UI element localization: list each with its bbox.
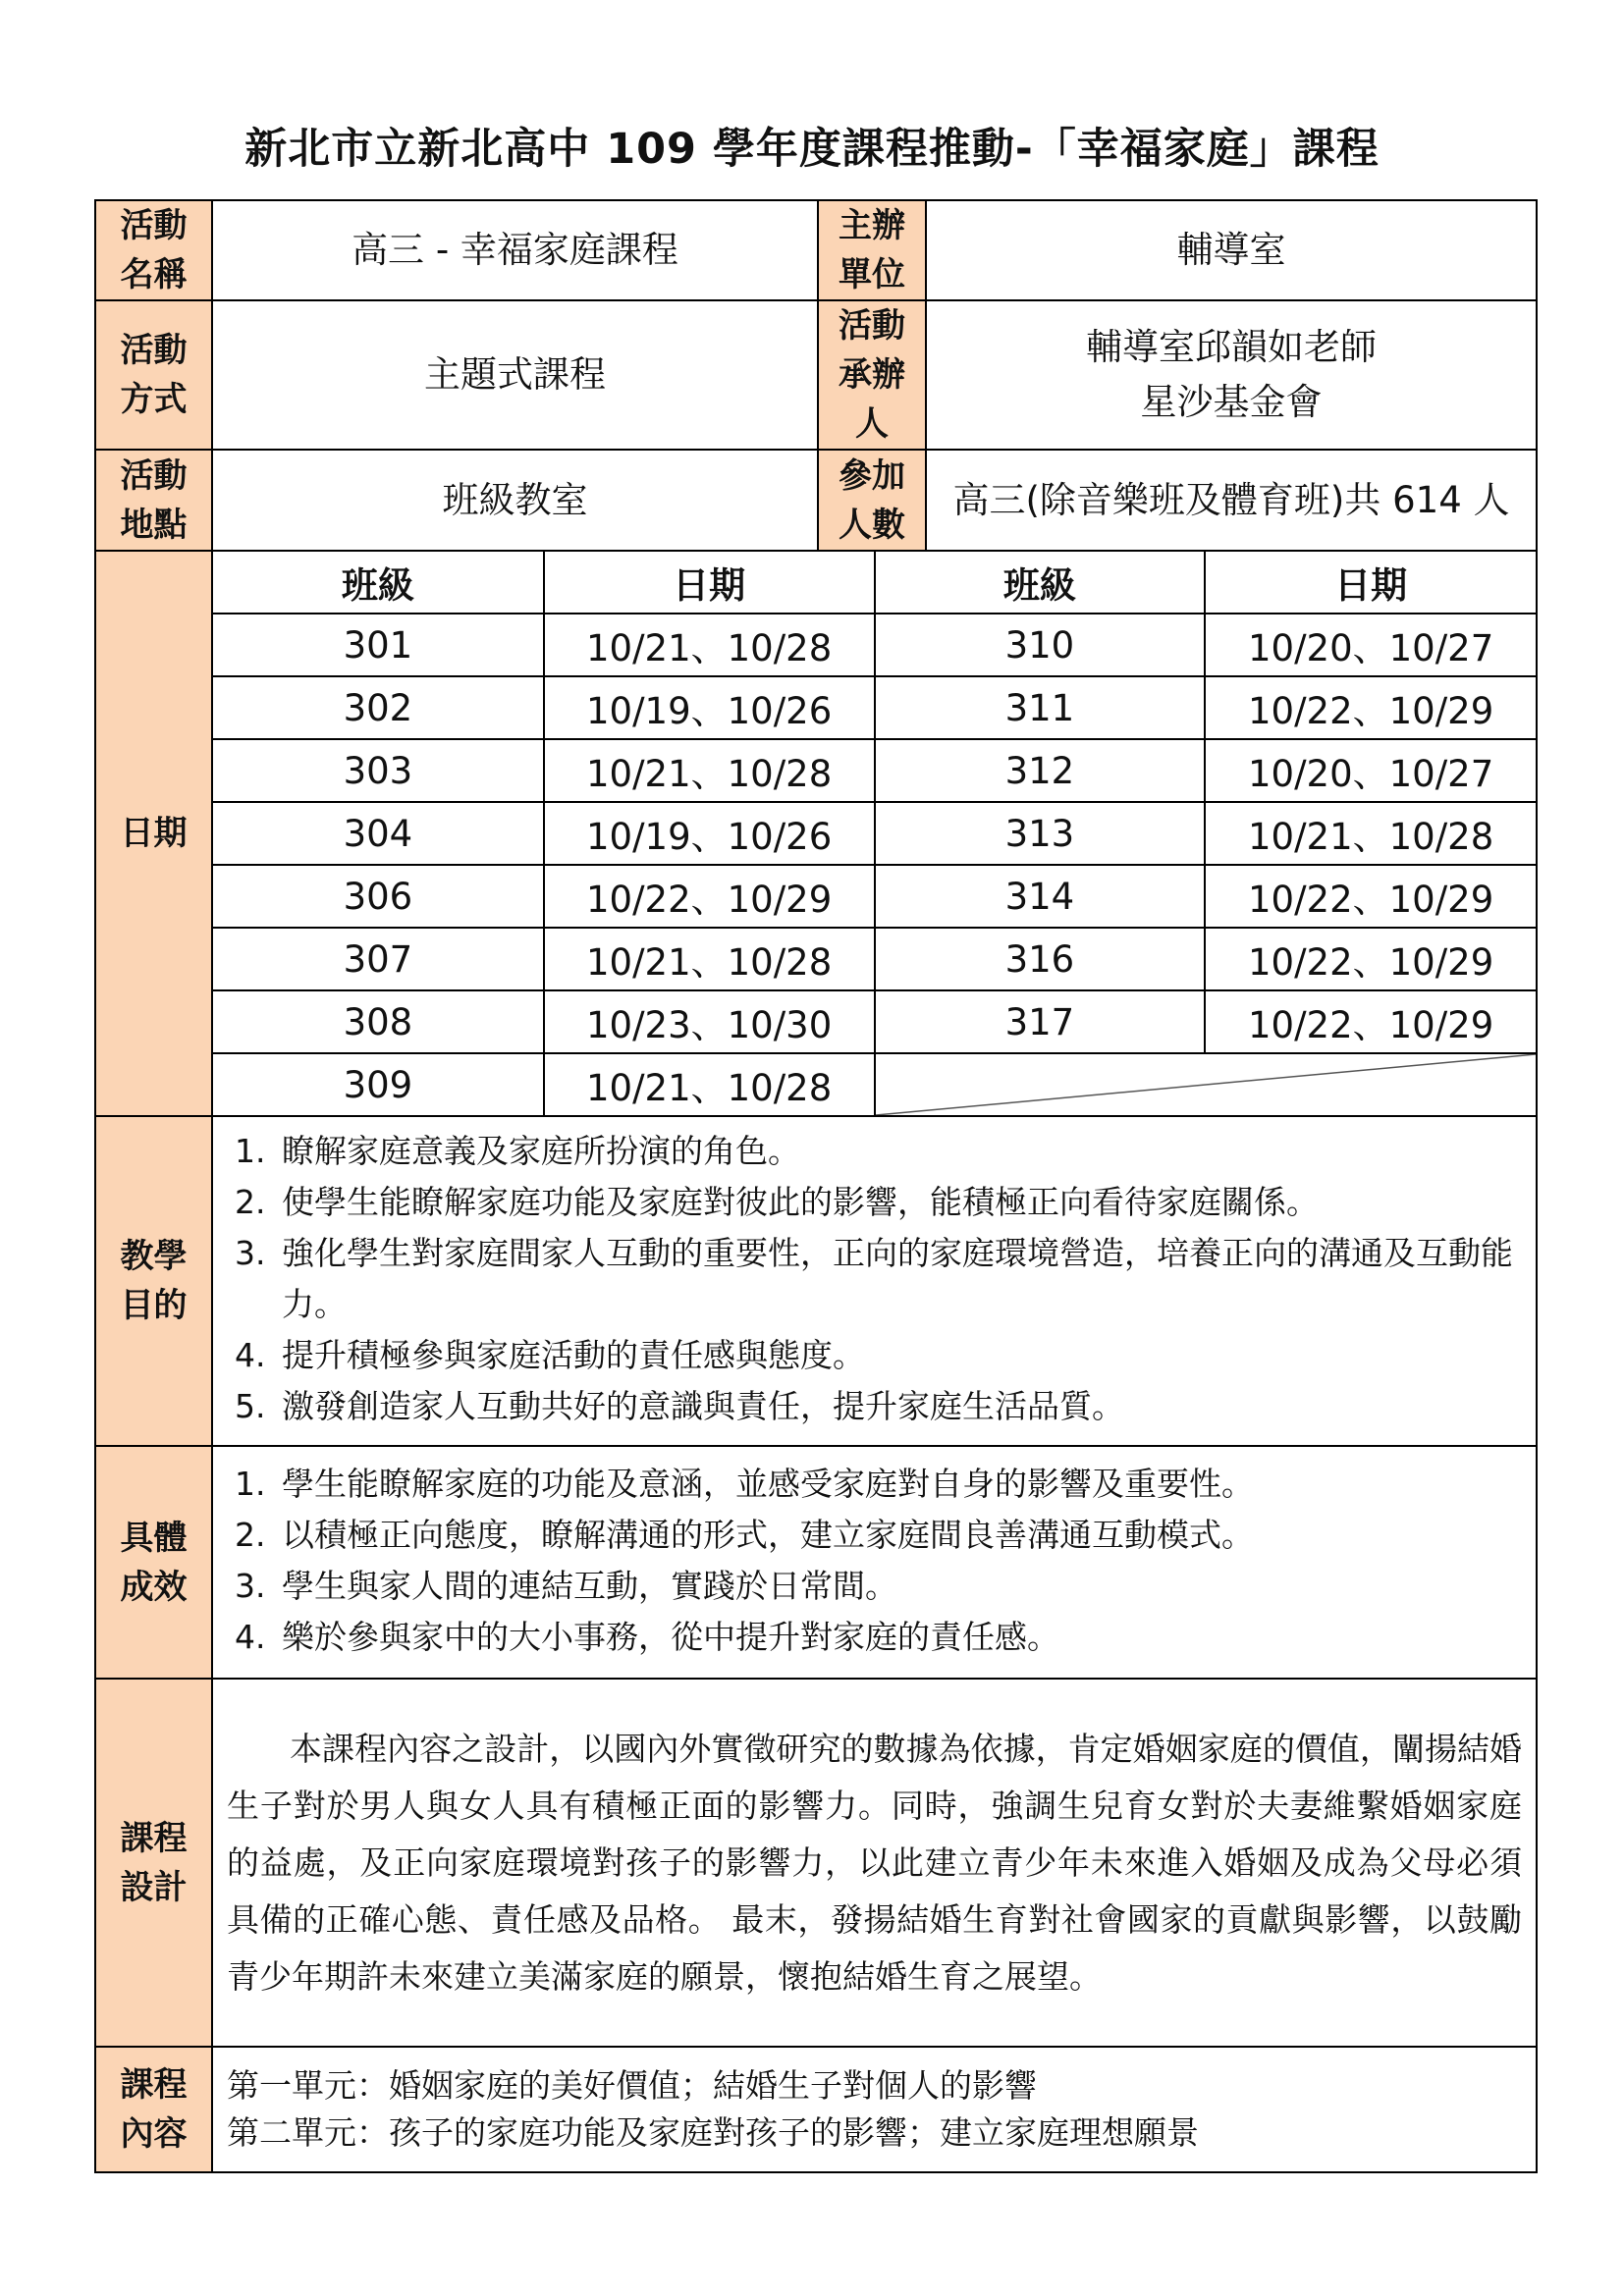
date-cell: 10/20、10/27 bbox=[1205, 739, 1536, 802]
label-line: 活動 bbox=[839, 306, 905, 346]
content-label bbox=[95, 2047, 212, 2172]
class-cell: 308 bbox=[213, 990, 544, 1053]
table-row bbox=[213, 990, 1536, 1053]
list-item: 2. 以積極正向態度，瞭解溝通的形式，建立家庭間良善溝通互動模式。 bbox=[276, 1510, 1524, 1561]
date-cell: 10/21、10/28 bbox=[544, 614, 875, 676]
host-line-2: 星沙基金會 bbox=[1140, 381, 1323, 423]
list-item: 3. 強化學生對家庭間家人互動的重要性，正向的家庭環境營造，培養正向的溝通及互動能力。 bbox=[276, 1228, 1524, 1330]
row-content bbox=[95, 2047, 1537, 2172]
date-cell: 10/22、10/29 bbox=[1205, 990, 1536, 1053]
list-item: 5. 激發創造家人互動共好的意識與責任，提升家庭生活品質。 bbox=[276, 1381, 1524, 1432]
schedule-table bbox=[213, 552, 1536, 1115]
row-activity-name bbox=[95, 200, 1537, 300]
class-cell: 306 bbox=[213, 865, 544, 928]
date-cell: 10/22、10/29 bbox=[544, 865, 875, 928]
table-row bbox=[213, 865, 1536, 928]
method-value: 主題式課程 bbox=[212, 300, 818, 450]
content-units bbox=[213, 2049, 1536, 2170]
design-paragraph: 本課程內容之設計，以國內外實徵研究的數據為依據，肯定婚姻家庭的價值，闡揚結婚生子對於男人與女人具有積極正面的影響力。同時，強調生兒育女對於夫妻維繫婚姻家庭的益處，及正向家庭環境對孩子的影響力，以此建立青少年未來進入婚姻及成為父母必須具備的正確心態、責任感及品格。 最末，發揚結婚生育對社會國家的貢獻與影響，以鼓勵青少年期許未來建立美滿家庭的願景，懷抱結婚生育之展望。 bbox=[227, 1729, 1522, 1996]
list-item: 4. 樂於參與家中的大小事務，從中提升對家庭的責任感。 bbox=[276, 1612, 1524, 1663]
date-cell: 10/21、10/28 bbox=[544, 1053, 875, 1115]
label-line: 課程 bbox=[120, 1818, 188, 1858]
class-cell: 316 bbox=[875, 928, 1206, 990]
label-line: 參加 bbox=[839, 455, 905, 496]
class-cell: 310 bbox=[875, 614, 1206, 676]
date-cell: 10/21、10/28 bbox=[1205, 802, 1536, 865]
label-line: 成效 bbox=[120, 1567, 188, 1607]
activity-name-value: 高三 - 幸福家庭課程 bbox=[212, 200, 818, 300]
schedule-header-date: 日期 bbox=[544, 552, 875, 614]
class-cell: 302 bbox=[213, 676, 544, 739]
table-row bbox=[213, 928, 1536, 990]
table-row bbox=[213, 802, 1536, 865]
date-cell: 10/22、10/29 bbox=[1205, 865, 1536, 928]
location-label bbox=[95, 450, 212, 551]
date-cell: 10/19、10/26 bbox=[544, 802, 875, 865]
class-cell: 303 bbox=[213, 739, 544, 802]
label-line: 日期 bbox=[120, 814, 188, 853]
schedule-header-date: 日期 bbox=[1205, 552, 1536, 614]
objectives-list bbox=[213, 1120, 1536, 1442]
design-label bbox=[95, 1679, 212, 2047]
label-line: 人 bbox=[855, 404, 889, 444]
host-value bbox=[926, 300, 1537, 450]
objectives-label bbox=[95, 1116, 212, 1446]
organizer-value: 輔導室 bbox=[926, 200, 1537, 300]
date-cell: 10/22、10/29 bbox=[1205, 928, 1536, 990]
label-line: 具體 bbox=[120, 1518, 188, 1558]
label-line: 主辦 bbox=[839, 206, 905, 245]
class-cell: 317 bbox=[875, 990, 1206, 1053]
location-value: 班級教室 bbox=[212, 450, 818, 551]
date-cell: 10/21、10/28 bbox=[544, 739, 875, 802]
class-cell: 309 bbox=[213, 1053, 544, 1115]
label-line: 教學 bbox=[120, 1237, 188, 1276]
class-cell: 307 bbox=[213, 928, 544, 990]
unit-2: 第二單元：孩子的家庭功能及家庭對孩子的影響；建立家庭理想願景 bbox=[227, 2113, 1199, 2152]
class-cell: 304 bbox=[213, 802, 544, 865]
table-row bbox=[213, 676, 1536, 739]
label-line: 課程 bbox=[120, 2065, 188, 2105]
diagonal-line bbox=[876, 1054, 1537, 1115]
label-line: 設計 bbox=[120, 1867, 188, 1907]
table-row bbox=[213, 739, 1536, 802]
label-line: 人數 bbox=[839, 505, 905, 545]
date-cell: 10/23、10/30 bbox=[544, 990, 875, 1053]
schedule-header-class: 班級 bbox=[875, 552, 1206, 614]
label-line: 名稱 bbox=[120, 255, 188, 294]
table-row bbox=[213, 1053, 1536, 1115]
label-line: 活動 bbox=[120, 455, 188, 496]
date-cell: 10/19、10/26 bbox=[544, 676, 875, 739]
design-text bbox=[213, 1705, 1536, 2021]
schedule-header-class: 班級 bbox=[213, 552, 544, 614]
label-line: 地點 bbox=[120, 505, 188, 545]
table-row bbox=[213, 614, 1536, 676]
list-item: 2. 使學生能瞭解家庭功能及家庭對彼此的影響，能積極正向看待家庭關係。 bbox=[276, 1177, 1524, 1228]
list-item: 1. 瞭解家庭意義及家庭所扮演的角色。 bbox=[276, 1126, 1524, 1177]
class-cell: 311 bbox=[875, 676, 1206, 739]
row-design bbox=[95, 1679, 1537, 2047]
row-objectives bbox=[95, 1116, 1537, 1446]
row-schedule bbox=[95, 551, 1537, 1116]
schedule-label bbox=[95, 551, 212, 1116]
unit-1: 第一單元：婚姻家庭的美好價值；結婚生子對個人的影響 bbox=[227, 2066, 1037, 2105]
date-cell: 10/20、10/27 bbox=[1205, 614, 1536, 676]
schedule-header-row bbox=[213, 552, 1536, 614]
list-item: 3. 學生與家人間的連結互動，實踐於日常間。 bbox=[276, 1561, 1524, 1612]
activity-table bbox=[94, 199, 1538, 2173]
row-method bbox=[95, 300, 1537, 450]
participants-label bbox=[818, 450, 926, 551]
row-location bbox=[95, 450, 1537, 551]
label-line: 單位 bbox=[839, 255, 905, 294]
class-cell: 313 bbox=[875, 802, 1206, 865]
label-line: 方式 bbox=[120, 380, 188, 419]
outcomes-label bbox=[95, 1446, 212, 1679]
host-label bbox=[818, 300, 926, 450]
row-outcomes bbox=[95, 1446, 1537, 1679]
organizer-label bbox=[818, 200, 926, 300]
class-cell: 312 bbox=[875, 739, 1206, 802]
label-line: 承辦 bbox=[839, 355, 905, 395]
list-item: 1. 學生能瞭解家庭的功能及意涵，並感受家庭對自身的影響及重要性。 bbox=[276, 1459, 1524, 1510]
date-cell: 10/21、10/28 bbox=[544, 928, 875, 990]
label-line: 內容 bbox=[120, 2114, 188, 2154]
participants-value: 高三(除音樂班及體育班)共 614 人 bbox=[926, 450, 1537, 551]
outcomes-list bbox=[213, 1453, 1536, 1673]
label-line: 活動 bbox=[120, 206, 188, 245]
class-cell: 301 bbox=[213, 614, 544, 676]
list-item: 4. 提升積極參與家庭活動的責任感與態度。 bbox=[276, 1330, 1524, 1381]
empty-diagonal-cell bbox=[875, 1053, 1537, 1115]
label-line: 活動 bbox=[120, 331, 188, 370]
class-cell: 314 bbox=[875, 865, 1206, 928]
label-line: 目的 bbox=[120, 1286, 188, 1325]
method-label bbox=[95, 300, 212, 450]
date-cell: 10/22、10/29 bbox=[1205, 676, 1536, 739]
activity-name-label bbox=[95, 200, 212, 300]
document-title: 新北市立新北高中 109 學年度課程推動-「幸福家庭」課程 bbox=[244, 125, 1380, 174]
host-line-1: 輔導室邱韻如老師 bbox=[1086, 326, 1377, 368]
